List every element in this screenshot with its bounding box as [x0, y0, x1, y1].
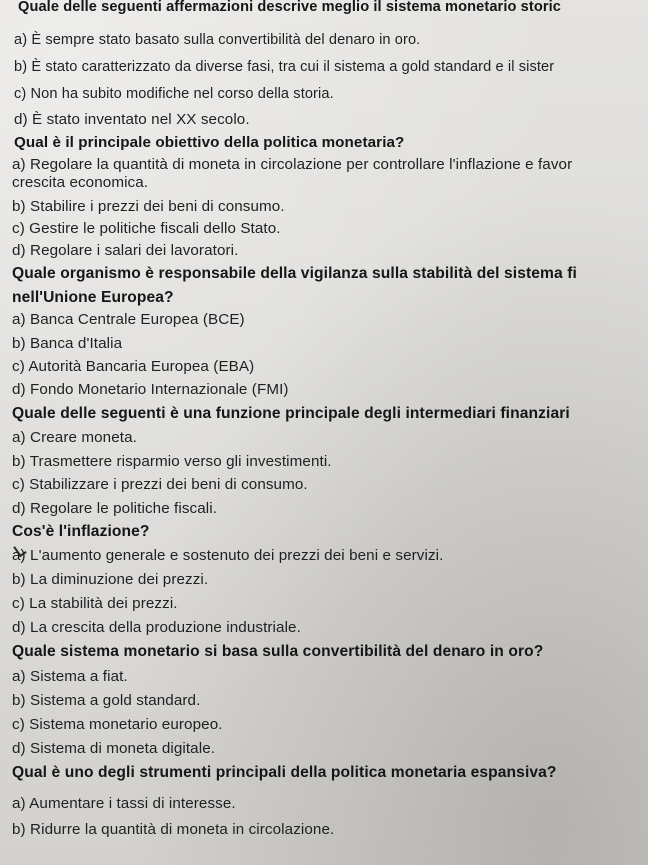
- question-5: Cos'è l'inflazione?: [12, 523, 150, 540]
- q7-option-b: b) Ridurre la quantità di moneta in circolazione.: [12, 821, 335, 838]
- q6-option-c: c) Sistema monetario europeo.: [12, 716, 223, 733]
- q1-option-b: b) È stato caratterizzato da diverse fasi, tra cui il sistema a gold standard e il sister: [14, 59, 555, 75]
- q2-option-a-cont: crescita economica.: [12, 174, 149, 191]
- q3-option-c: c) Autorità Bancaria Europea (EBA): [12, 358, 255, 375]
- q5-option-d: d) La crescita della produzione industriale.: [12, 619, 301, 636]
- q2-option-c: c) Gestire le politiche fiscali dello Stato.: [12, 220, 281, 237]
- question-3: Quale organismo è responsabile della vigilanza sulla stabilità del sistema fi: [12, 265, 577, 282]
- q6-option-b: b) Sistema a gold standard.: [12, 692, 201, 709]
- q1-option-d: d) È stato inventato nel XX secolo.: [14, 111, 250, 128]
- question-2: Qual è il principale obiettivo della politica monetaria?: [14, 134, 405, 151]
- question-1: Quale delle seguenti affermazioni descrive meglio il sistema monetario storic: [18, 0, 561, 15]
- q4-option-a: a) Creare moneta.: [12, 429, 137, 446]
- q5-option-a: a) L'aumento generale e sostenuto dei prezzi dei beni e servizi.: [12, 547, 444, 564]
- q4-option-c: c) Stabilizzare i prezzi dei beni di consumo.: [12, 476, 308, 493]
- q4-option-b: b) Trasmettere risparmio verso gli investimenti.: [12, 453, 332, 470]
- q3-option-b: b) Banca d'Italia: [12, 335, 123, 352]
- q6-option-d: d) Sistema di moneta digitale.: [12, 740, 216, 757]
- q1-option-a: a) È sempre stato basato sulla convertibilità del denaro in oro.: [14, 32, 421, 48]
- q3-option-d: d) Fondo Monetario Internazionale (FMI): [12, 381, 289, 398]
- q1-option-c: c) Non ha subito modifiche nel corso della storia.: [14, 86, 334, 102]
- q6-option-a: a) Sistema a fiat.: [12, 668, 128, 685]
- q7-option-a: a) Aumentare i tassi di interesse.: [12, 795, 236, 812]
- q3-option-a: a) Banca Centrale Europea (BCE): [12, 311, 245, 328]
- q4-option-d: d) Regolare le politiche fiscali.: [12, 500, 218, 517]
- q5-option-b: b) La diminuzione dei prezzi.: [12, 571, 209, 588]
- question-7: Qual è uno degli strumenti principali della politica monetaria espansiva?: [12, 764, 557, 781]
- q2-option-d: d) Regolare i salari dei lavoratori.: [12, 242, 239, 259]
- q2-option-a: a) Regolare la quantità di moneta in circolazione per controllare l'inflazione e favor: [12, 156, 573, 173]
- question-6: Quale sistema monetario si basa sulla convertibilità del denaro in oro?: [12, 643, 544, 660]
- question-4: Quale delle seguenti è una funzione principale degli intermediari finanziari: [12, 405, 570, 422]
- q5-option-c: c) La stabilità dei prezzi.: [12, 595, 178, 612]
- q2-option-b: b) Stabilire i prezzi dei beni di consumo.: [12, 198, 285, 215]
- question-3-cont: nell'Unione Europea?: [12, 289, 174, 306]
